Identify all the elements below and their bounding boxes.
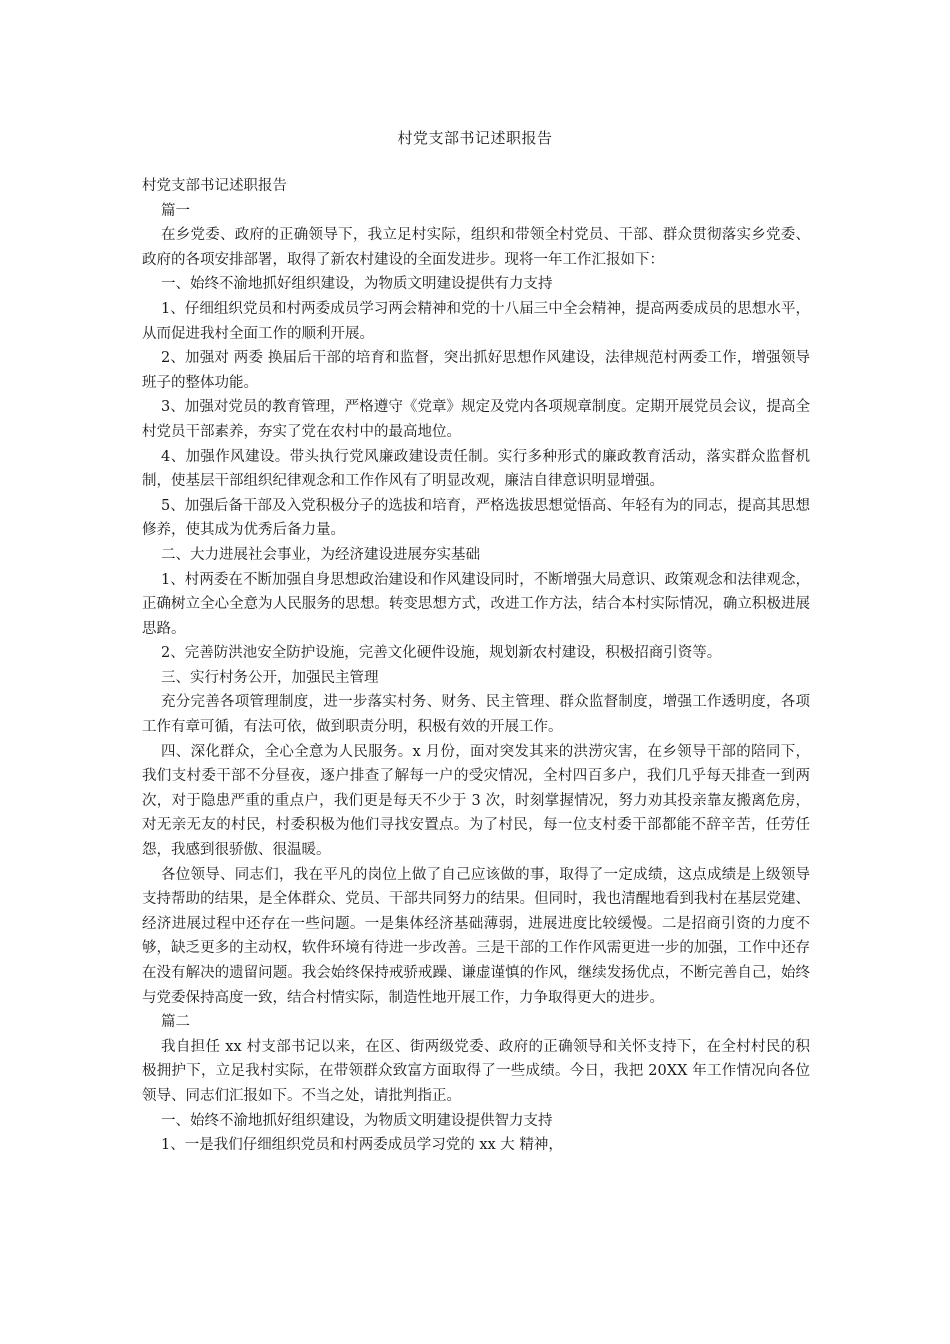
paragraph: 2、完善防洪池安全防护设施，完善文化硬件设施，规划新农村建设，积极招商引资等。 [161,645,722,662]
paragraph: 5、加强后备干部及入党积极分子的选拔和培育，严格选拔思想觉悟高、年轻有为的同志，提高其思想修养，使其成为优秀后备力量。 [142,497,810,539]
paragraph: 1、村两委在不断加强自身思想政治建设和作风建设同时，不断增强大局意识、政策观念和法律观念，正确树立全心全意为人民服务的思想。转变思想方式，改进工作方法，结合本村实际情况，确立积极进展思路。 [142,571,810,637]
document-title: 村党支部书记述职报告 [397,129,553,147]
paragraph: 1、一是我们仔细组织党员和村两委成员学习党的 xx 大 精神， [161,1137,563,1154]
paragraph: 二、大力进展社会事业，为经济建设进展夯实基础 [161,546,480,563]
paragraph: 我自担任 xx 村支部书记以来，在区、街两级党委、政府的正确领导和关怀支持下，在全村村民的积极拥护下，立足我村实际，在带领群众致富方面取得了一些成绩。今日，我把 20XX 年工作情况向各位领导、同志们汇报如下。不当之处，请批判指正。 [142,1038,810,1104]
paragraph: 充分完善各项管理制度，进一步落实村务、财务、民主管理、群众监督制度，增强工作透明度，各项工作有章可循，有法可依，做到职责分明，积极有效的开展工作。 [142,694,810,736]
paragraph: 四、深化群众，全心全意为人民服务。x 月份，面对突发其来的洪涝灾害，在乡领导干部的陪同下，我们支村委干部不分昼夜，逐户排查了解每一户的受灾情况，全村四百多户，我们几乎每天排查一到两次，对于隐患严重的重点户，我们更是每天不少于 3 次，时刻掌握情况，努力劝其投亲靠友搬离危房，对无亲无友的村民，村委积极为他们寻找安置点。为了村民，每一位支村委干部都能不辞辛苦，任劳任怨，我感到很骄傲、很温暖。 [142,743,810,859]
document-body [142,174,810,1158]
paragraph: 一、始终不渝地抓好组织建设，为物质文明建设提供智力支持 [161,1112,553,1129]
paragraph: 篇一 [161,202,190,219]
paragraph: 篇二 [161,1014,190,1031]
paragraph: 1、仔细组织党员和村两委成员学习两会精神和党的十八届三中全会精神，提高两委成员的思想水平，从而促进我村全面工作的顺利开展。 [142,300,810,342]
paragraph: 各位领导、同志们，我在平凡的岗位上做了自己应该做的事，取得了一定成绩，这点成绩是上级领导支持帮助的结果，是全体群众、党员、干部共同努力的结果。但同时，我也清醒地看到我村在基层党建、经济进展过程中还存在一些问题。一是集体经济基础薄弱，进展进度比较缓慢。二是招商引资的力度不够，缺乏更多的主动权，软件环境有待进一步改善。三是干部的工作作风需更进一步的加强，工作中还存在没有解决的遗留问题。我会始终保持戒骄戒躁、谦虚谨慎的作风，继续发扬优点，不断完善自己，始终与党委保持高度一致，结合村情实际，制造性地开展工作，力争取得更大的进步。 [142,866,810,1006]
paragraph: 在乡党委、政府的正确领导下，我立足村实际，组织和带领全村党员、干部、群众贯彻落实乡党委、政府的各项安排部署，取得了新农村建设的全面发进步。现将一年工作汇报如下： [142,227,810,268]
paragraph: 一、始终不渝地抓好组织建设，为物质文明建设提供有力支持 [161,276,553,293]
paragraph: 村党支部书记述职报告 [142,178,287,194]
paragraph: 三、实行村务公开，加强民主管理 [161,669,379,686]
paragraph: 4、加强作风建设。带头执行党风廉政建设责任制。实行多种形式的廉政教育活动，落实群众监督机制，使基层干部组织纪律观念和工作作风有了明显改观，廉洁自律意识明显增强。 [142,448,810,490]
paragraph: 2、加强对 两委 换届后干部的培育和监督，突出抓好思想作风建设，法律规范村两委工作，增强领导班子的整体功能。 [142,350,810,391]
paragraph: 3、加强对党员的教育管理，严格遵守《党章》规定及党内各项规章制度。定期开展党员会议，提高全村党员干部素养，夯实了党在农村中的最高地位。 [142,399,810,440]
